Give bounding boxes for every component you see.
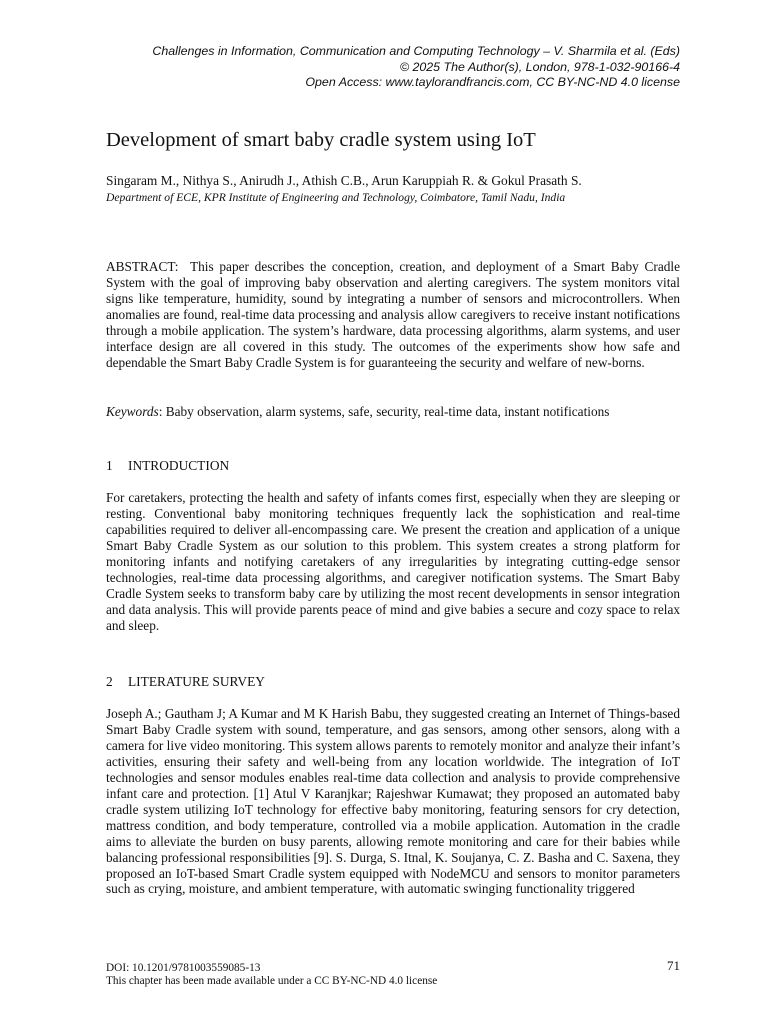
section-heading-introduction <box>106 458 229 474</box>
section-title: LITERATURE SURVEY <box>128 674 265 689</box>
footer-license: This chapter has been made available under a CC BY-NC-ND 4.0 license <box>106 975 438 987</box>
header-line-1: Challenges in Information, Communication and Computing Technology – V. Sharmila et al. (Eds) <box>152 44 680 58</box>
affiliation: Department of ECE, KPR Institute of Engineering and Technology, Coimbatore, Tamil Nadu, India <box>106 191 566 204</box>
paper-title: Development of smart baby cradle system using IoT <box>106 129 536 151</box>
book-header <box>90 44 680 91</box>
keywords-label: Keywords <box>106 404 159 419</box>
abstract-text: This paper describes the conception, creation, and deployment of a Smart Baby Cradle System with the goal of improving baby observation and alerting caregivers. The system monitors vital signs like temperature, humidity, sound by integrating a number of sensors and microcontrollers. When anomalies are found, real-time data processing and analysis allow caregivers to receive instant notifications through a mobile application. The system’s hardware, data processing algorithms, alarm systems, and user interface design are all covered in this study. The outcomes of the experiments show how safe and dependable the Smart Baby Cradle System is for guaranteeing the security and welfare of new-borns. <box>106 259 680 370</box>
introduction-body: For caretakers, protecting the health and safety of infants comes first, especially when they are sleeping or resting. Conventional baby monitoring techniques frequently lack the sophistication and real-time capabilities required to deliver all-encompassing care. We present the creation and application of a unique Smart Baby Cradle System as our solution to this problem. This system creates a strong platform for monitoring infants and notifying caretakers of any irregularities by integrating cutting-edge sensor technologies, real-time data processing algorithms, and caregiver notification systems. The Smart Baby Cradle System seeks to transform baby care by utilizing the most recent developments in sensor integration and data analysis. This will provide parents peace of mind and give babies a secure and cozy space to relax and sleep. <box>106 490 680 633</box>
literature-survey-body: Joseph A.; Gautham J; A Kumar and M K Harish Babu, they suggested creating an Internet of Things-based Smart Baby Cradle system with sound, temperature, and gas sensors, among other sensors, along with a camera for live video monitoring. This system allows parents to remotely monitor and analyze their infant’s activities, ensuring their safety and well-being from any location worldwide. The integration of IoT technologies and sensor modules enables real-time data collection and analysis to provide comprehensive infant care and protection. [1] Atul V Karanjkar; Rajeshwar Kumawat; they proposed an automated baby cradle system utilizing IoT technology for effective baby monitoring, featuring sensors for cry detection, mattress condition, and body temperature, controlled via a mobile application. Automation in the cradle aims to alleviate the burden on busy parents, allowing remote monitoring and care for their babies while balancing professional responsibilities [9]. S. Durga, S. Itnal, K. Soujanya, C. Z. Basha and C. Saxena, they proposed an IoT-based Smart Cradle system equipped with NodeMCU and sensors to monitor parameters such as crying, moisture, and ambient temperature, with automatic swinging functionality triggered <box>106 706 680 897</box>
keywords-text: : Baby observation, alarm systems, safe, security, real-time data, instant notifications <box>158 404 610 419</box>
section-number: 1 <box>106 458 113 473</box>
footer-doi: DOI: 10.1201/9781003559085-13 <box>106 962 261 974</box>
section-number: 2 <box>106 674 113 689</box>
section-heading-literature-survey <box>106 674 265 690</box>
author-list: Singaram M., Nithya S., Anirudh J., Athish C.B., Arun Karuppiah R. & Gokul Prasath S. <box>106 173 582 188</box>
keywords <box>106 404 680 420</box>
abstract <box>106 259 680 371</box>
page-number: 71 <box>667 958 680 973</box>
header-line-2: © 2025 The Author(s), London, 978-1-032-90166-4 <box>399 59 680 74</box>
header-line-3: Open Access: www.taylorandfrancis.com, CC BY-NC-ND 4.0 license <box>305 75 680 89</box>
abstract-label: ABSTRACT: <box>106 259 179 274</box>
section-title: INTRODUCTION <box>128 458 230 473</box>
